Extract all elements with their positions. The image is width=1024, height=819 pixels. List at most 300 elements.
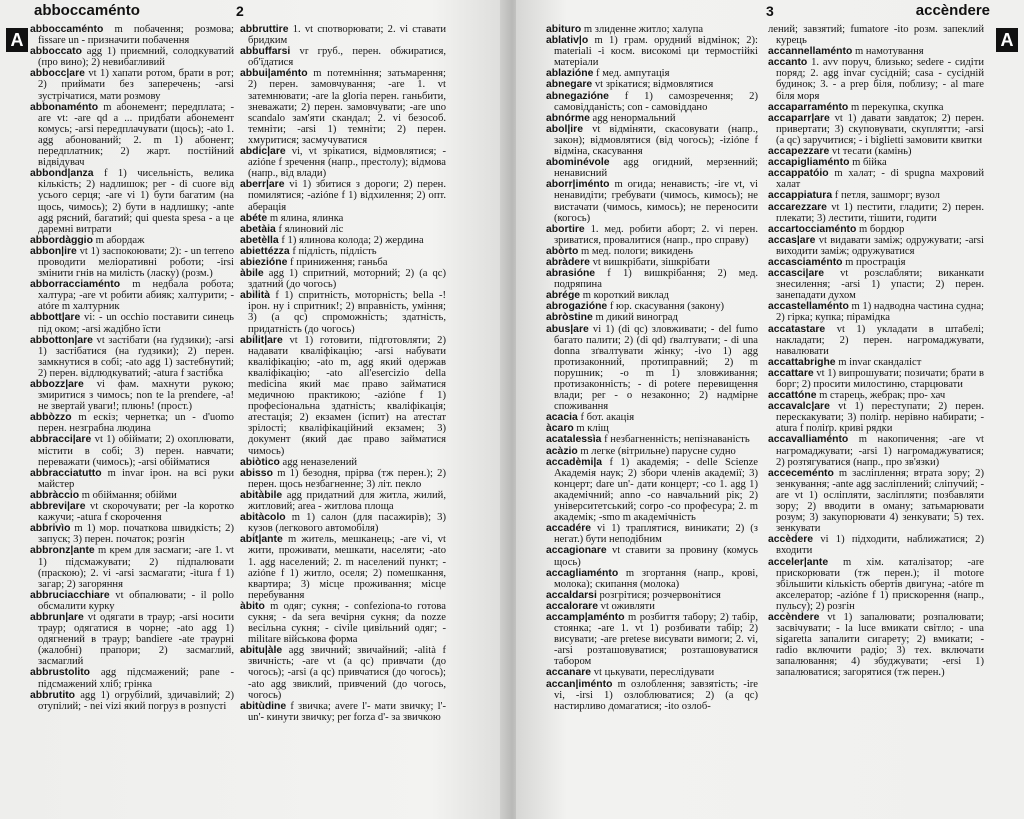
- entry-definition: vt 1) випрошувати; позичати; брати в борг; 2) просити милостиню, старцювати: [776, 367, 984, 390]
- entry-definition: 1. vt спотворювати; 2. vi ставати бридким: [248, 24, 446, 47]
- entry-definition: vr груб., перен. обжиратися, об'їдатися: [248, 46, 446, 69]
- entry-headword: accaldarsi: [546, 589, 597, 601]
- entry-definition: розгрітися; розчервонітися: [599, 589, 721, 601]
- entry-definition: m обіймання; обійми: [81, 489, 177, 501]
- entry-definition: f петля, зашморг; вузол: [834, 190, 940, 202]
- entry-headword: accadèmi|a: [546, 456, 603, 468]
- entry-headword: àbile: [240, 268, 264, 280]
- entry-headword: abit|ante: [240, 534, 283, 546]
- entry-headword: accappatóio: [768, 168, 829, 180]
- dictionary-entry: [30, 46, 234, 68]
- dictionary-entry: [768, 168, 984, 190]
- dictionary-entry: [546, 545, 758, 567]
- entry-headword: abetèlla: [240, 234, 279, 246]
- entry-headword: accanare: [546, 667, 592, 679]
- dictionary-entry: [546, 412, 758, 423]
- entry-definition: m короткий виклад: [582, 290, 669, 302]
- entry-headword: accan|iménto: [546, 678, 613, 690]
- entry-headword: accarezzare: [768, 201, 827, 213]
- entry-definition: m 1) мор. початкова швидкість; 2) запуск; 3) перен. початок; розгін: [38, 523, 234, 546]
- dictionary-entry: [546, 523, 758, 545]
- dictionary-entry: [240, 512, 446, 534]
- dictionary-entry: [546, 301, 758, 312]
- entry-headword: abbòzzo: [30, 412, 72, 424]
- entry-definition: f 1) чисельність, велика кількість; 2) надлишок; per - di cuore від усього серця; -are vi 1) бути багатим (на щось, чимось); 2) бути в надлишку; -ante agg рясний, багатий; qui questa spesa - а це даремні витрати: [38, 168, 234, 235]
- dictionary-entry: [546, 268, 758, 290]
- entry-definition: vt 1) укладати в штабелі; накладати; 2) перен. нагромаджувати, навалювати: [776, 323, 984, 357]
- entry-definition: agg звичний; звичайний; -alità f звичність; -are vt (a qc) привчати (до чогось); -arsi (a qc) привчатися (до чогось); -ato agg звиклий, привчений (до чогось, чогось): [248, 645, 446, 701]
- entry-definition: vt оживляти: [600, 600, 655, 612]
- dictionary-entry: [546, 446, 758, 457]
- dictionary-entry: [240, 68, 446, 146]
- dictionary-entry: [30, 468, 234, 490]
- dictionary-entry: [546, 35, 758, 68]
- dictionary-entry: [30, 235, 234, 246]
- entry-definition: m прострація: [845, 256, 906, 268]
- entry-headword: abrasióne: [546, 268, 596, 280]
- dictionary-entry: [240, 179, 446, 212]
- entry-definition: m потемніння; затьмарення; 2) перен. замовчування; -are 1. vt затемнювати; -are la gloria перен. ганьбити, зневажати; 2) перен. замовчувати; -are uno scandalo зам'яти скандал; 2. vi безособ. темніти; -arsi 1) темніти; 2) перен. хмуритися; засмучуватися: [248, 68, 446, 146]
- dictionary-entry: [30, 68, 234, 101]
- entry-headword: accamp|aménto: [546, 611, 625, 623]
- entry-definition: m абонемент; передплата; -are vt: -are qd a ... придбати абонемент комусь; -arsi передплачувати (щось); -ato 1. agg абонований; 2. m 1) абонент; передплатник; 2) жарт. постійний відвідувач: [38, 101, 234, 169]
- entry-headword: abboccaménto: [30, 24, 104, 35]
- entry-headword: abbui|aménto: [240, 68, 308, 80]
- dictionary-entry: [546, 113, 758, 124]
- dictionary-entry: [546, 457, 758, 524]
- entry-headword: accaparr|are: [768, 112, 830, 124]
- left-column-1: [30, 24, 234, 799]
- entry-definition: vt 1) готовити, підготовляти; 2) надавати кваліфікацію; -arsi набувати кваліфікацію; -ato m, agg який одержав кваліфікацію; -ato all'esercizio della medicina який має право займатися медичною практикою; -azióne f 1) професіональна здатність; кваліфікація; атестація; 2) екзамен (іспит) на атестат зрілості; кваліфікаційний екзамен; 3) документ (який дає право займатися чимось): [248, 334, 446, 457]
- dictionary-entry: [546, 79, 758, 90]
- dictionary-entry: [30, 501, 234, 523]
- entry-headword: abbonaménto: [30, 101, 99, 113]
- entry-definition: m 1) грам. орудний відмінок; 2): materiali -i косм. високомі ци термостійкі матеріали: [554, 35, 758, 69]
- entry-definition: vi 1) (di qc) зловживати; - del fumo багато палити; 2) (di qd) ґвалтувати; - di una donna зґвалтувати жінку; -ivo 1) agg протизаконний, протиправний; 2) m порушник; -o m 1) зловживання; протизаконність; - di potere перевищення влади; per - o незаконно; 2) надмірне споживання: [554, 323, 758, 413]
- dictionary-entry: [768, 401, 984, 434]
- entry-definition: m бордюр: [859, 223, 905, 235]
- dictionary-entry: [240, 335, 446, 457]
- dictionary-entry: [30, 246, 234, 279]
- entry-definition: m накопичення; -are vt нагромаджувати; -arsi 1) нагромаджуватися; 2) розтягуватися (напр., про зв'язки): [776, 434, 984, 468]
- dictionary-entry: [546, 434, 758, 445]
- entry-headword: abbrutito: [30, 689, 76, 701]
- entry-headword: àcaro: [546, 423, 574, 435]
- entry-definition: m легке (вітрильне) парусне судно: [580, 445, 736, 457]
- dictionary-entry: [768, 557, 984, 612]
- entry-definition: m халат; - di spugna махровий халат: [776, 168, 984, 191]
- entry-definition: vt скорочувати; per -la коротко кажучи; -atura f скорочення: [38, 501, 234, 524]
- entry-headword: accagionare: [546, 545, 607, 557]
- dictionary-entry: [768, 468, 984, 535]
- dictionary-entry: [768, 612, 984, 679]
- dictionary-entry: [546, 324, 758, 413]
- dictionary-entry: [546, 246, 758, 257]
- entry-definition: m озлоблення; завзятість; -ire vi, -irsi 1) озлоблюватися; 2) (a qc) настирливо домагатися; -ito озлоб-: [554, 678, 758, 712]
- entry-definition: m хім. каталізатор; -are прискорювати (тж перен.); il motore збільшити кількість обертів двигуна; -atóre m акселератор; -azióne f 1) прискорення (напр., пульсу); 2) розгін: [776, 556, 984, 612]
- entry-definition: vt 1) пестити, гладити; 2) перен. плекати; 3) лестити, тішити, годити: [776, 201, 984, 224]
- entry-definition: vt застібати (на ґудзики); -arsi 1) застібатися (на ґудзики); 2) перен. замкнутися в собі; -ato agg 1) застебнутий; 2) перен. відлюдкуватий; -atura f застібка: [38, 334, 234, 379]
- dictionary-entry: [240, 645, 446, 700]
- entry-headword: accasci|are: [768, 268, 825, 280]
- left-header-word: abboccaménto: [34, 2, 140, 19]
- entry-definition: vt цькувати, переслідувати: [593, 667, 715, 679]
- dictionary-entry: [240, 24, 446, 46]
- dictionary-entry: [768, 202, 984, 224]
- entry-headword: aberr|are: [240, 179, 285, 191]
- dictionary-entry: [30, 545, 234, 589]
- entry-definition: m мед. пологи; викидень: [580, 245, 693, 257]
- entry-definition: m invar скандаліст: [838, 356, 922, 368]
- dictionary-entry: [546, 124, 758, 157]
- dictionary-entry: [240, 457, 446, 468]
- entry-headword: abnegare: [546, 79, 593, 91]
- entry-definition: agg підсмажений; pane - підсмажений хліб; грінка: [38, 667, 234, 690]
- entry-definition: m одяг; сукня; - confeziona-to готова сукня; - da sera вечірня сукня; da nozze весільна сукня; - civile цивільний одяг; - militare військова форма: [248, 600, 446, 646]
- dictionary-entry: [30, 379, 234, 412]
- entry-headword: abbronz|ante: [30, 545, 95, 557]
- entry-headword: ablativ|o: [546, 35, 589, 47]
- entry-headword: accannellaménto: [768, 46, 853, 58]
- entry-definition: vt зрікатися; відмовлятися: [594, 79, 714, 91]
- dictionary-entry: [240, 601, 446, 645]
- dictionary-entry: [546, 612, 758, 667]
- entry-headword: abbrevi|are: [30, 501, 86, 513]
- entry-headword: ablazióne: [546, 68, 594, 80]
- entry-headword: abòrto: [546, 245, 579, 257]
- entry-definition: vt 1) обіймати; 2) охоплювати, містити в собі; 3) перен. навчати; переважати (чимось); -arsi обійматися: [38, 434, 234, 468]
- entry-definition: vi 1) підходити, наближатися; 2) входити: [776, 534, 984, 557]
- dictionary-entry: [30, 667, 234, 689]
- entry-definition: f підлість, підлість: [292, 245, 377, 257]
- entry-definition: f звичка; avere l'- мати звичку; l'- un'- кинути звичку; per forza d'- за звичкою: [248, 700, 446, 723]
- dictionary-entry: [768, 390, 984, 401]
- entry-headword: abnórme: [546, 112, 590, 124]
- entry-definition: agg 1) приємний, солодкуватий (про вино); 2) невибагливий: [38, 46, 234, 69]
- right-page: [516, 0, 1024, 819]
- entry-definition: vt 1) заспокоювати; 2): - un terreno проводити меліоративні роботи; -irsi змінити гнів на милість (ласку) (розм.): [38, 245, 234, 280]
- entry-headword: abéte: [240, 212, 268, 224]
- dictionary-entry: [546, 290, 758, 301]
- dictionary-entry: [546, 91, 758, 113]
- entry-headword: abitùdine: [240, 700, 287, 712]
- entry-headword: abetàia: [240, 223, 276, 235]
- left-page-number: 2: [236, 3, 244, 19]
- entry-definition: f 1) вишкрібання; 2) мед. подряпина: [554, 268, 758, 291]
- dictionary-entry: [240, 490, 446, 512]
- entry-headword: accèdere: [768, 534, 814, 546]
- entry-definition: m намотування: [854, 46, 924, 58]
- entry-headword: abbond|anza: [30, 168, 94, 180]
- dictionary-entry: [240, 468, 446, 490]
- dictionary-entry: [768, 113, 984, 146]
- entry-definition: agg неназелений: [282, 456, 358, 468]
- dictionary-entry: [240, 224, 446, 235]
- dictionary-entry: [768, 235, 984, 257]
- dictionary-entry: [546, 601, 758, 612]
- dictionary-entry: [240, 257, 446, 268]
- dictionary-entry: [30, 412, 234, 434]
- entry-headword: accatastare: [768, 323, 826, 335]
- dictionary-entry: [240, 268, 446, 290]
- entry-headword: abbracciatutto: [30, 467, 102, 479]
- dictionary-entry: [768, 368, 984, 390]
- entry-headword: accadére: [546, 523, 592, 535]
- dictionary-entry: [546, 312, 758, 323]
- dictionary-entry: [30, 434, 234, 467]
- dictionary-entry: [768, 434, 984, 467]
- entry-headword: abiettézza: [240, 245, 290, 257]
- entry-definition: vt 1) запалювати; розпалювати; засвічувати; - la luce вмикати світло; - una sigaretta запалити сигарету; 2) вмикати; - radio включити радіо; 3) тех. включати запалювання; 4) збуджувати; -ersi 1) запалюватися; загорятися (тж перен.): [776, 611, 984, 679]
- entry-headword: abdic|are: [240, 146, 286, 158]
- entry-headword: acacia: [546, 412, 578, 424]
- entry-headword: accappiatura: [768, 190, 833, 202]
- entry-headword: accattabrighe: [768, 356, 836, 368]
- entry-definition: m 1) салон (для пасажирів); 3) кузов (легкового автомобіля): [248, 512, 446, 535]
- dictionary-entry: [768, 324, 984, 357]
- entry-definition: m 1) безодня, прірва (тж перен.); 2) перен. щось незбагненне; 3) літ. пекло: [248, 467, 446, 490]
- dictionary-entry: [30, 168, 234, 235]
- entry-headword: accattóne: [768, 390, 817, 402]
- right-column-1: [546, 24, 758, 799]
- entry-headword: abbuffarsi: [240, 46, 291, 58]
- entry-definition: m кліщ: [576, 423, 609, 435]
- dictionary-entry: [240, 213, 446, 224]
- entry-definition: 1. мед. робити аборт; 2. vi перен. зриватися, провалитися (напр., про справу): [554, 223, 758, 246]
- entry-headword: abortire: [546, 223, 585, 235]
- entry-definition: m недбала робота; халтура; -are vt робити абияк; халтурити; -atóre m халтурник: [38, 279, 234, 313]
- entry-definition: vi 1) збитися з дороги; 2) перен. помилятися; -azióne f 1) відхилення; 2) опт. аберація: [248, 179, 446, 213]
- entry-headword: accèndere: [768, 611, 820, 623]
- dictionary-entry: [546, 157, 758, 179]
- entry-headword: abbruttire: [240, 24, 289, 35]
- entry-definition: m 1) надводна частина судна; 2) гірка; купка; пірамідка: [776, 301, 984, 324]
- dictionary-entry: [768, 268, 984, 301]
- entry-definition: vt ставити за провину (комусь щось): [554, 545, 758, 568]
- dictionary-entry: [768, 146, 984, 157]
- entry-definition: 1. avv поруч, близько; sedere - сидіти поряд; 2. agg invar сусідній; casa - сусідній будинок; 3. - a prep біля, поблизу; - al mare біля моря: [776, 57, 984, 102]
- dictionary-entry: [240, 146, 446, 179]
- entry-definition: vi фам. махнути рукою; змиритися з чимось; non te la prendere, -a! не звертай уваги!; плюнь! (прост.): [38, 379, 234, 413]
- dictionary-entry: [30, 490, 234, 501]
- entry-definition: vt 1) давати завдаток; 2) перен. привертати; 3) скуповувати, скуплятти; -arsi (a qc) заручитися; - i biglietti замовити квитки: [776, 112, 984, 146]
- entry-definition: vt відміняти, скасовувати (напр., закон); відмовлятися (від чогось); -izióne f відміна, скасування: [554, 123, 758, 158]
- entry-definition: vt 1) переступати; 2) перен. перескакувати; 3) поліґр. нерівно набирати; -atura f поліґр. криві рядки: [776, 401, 984, 435]
- entry-headword: accavalliaménto: [768, 434, 849, 446]
- dictionary-entry: [768, 190, 984, 201]
- entry-headword: accas|are: [768, 234, 816, 246]
- dictionary-entry: [546, 679, 758, 712]
- right-header-word: accèndere: [915, 2, 990, 19]
- entry-headword: accapigliaménto: [768, 157, 850, 169]
- entry-definition: m бійка: [852, 157, 887, 169]
- dictionary-entry: [240, 701, 446, 723]
- entry-definition: vt розслабляти; виканкати знесилення; -arsi 1) упасти; 2) перен. занепадати духом: [776, 268, 984, 302]
- entry-definition: f 1) академія; - delle Scienze Академія наук; 2) збори членів академії; 3) концерт; dare un'- дати концерт; -co 1. agg 1) академічний; anno -co навчальний рік; 2) університетський; corpo -co професура; 2. m академік; -smo m академічність: [554, 456, 758, 524]
- entry-definition: vt одягати в траур; -arsi носити траур; одягатися в чорне; -ato agg 1) одягнений в траур; bandiere -ate траурні (жалобні) прапори; 2) засмаглий, засмаглий: [38, 611, 234, 668]
- entry-definition: m засліплення; втрата зору; 2) зенкування; -ante agg засліплений; сліпучий; -are vt 1) осліпляти, засліпляти; позбавляти зору; 2) вводити в оману; затьмарювати розум; 3) закупорювати 4) зенкувати; 5) тех. зенкувати: [776, 467, 984, 535]
- dictionary-entry: [240, 290, 446, 334]
- entry-headword: accaparraménto: [768, 101, 849, 113]
- dictionary-entry: [30, 102, 234, 169]
- entry-definition: f мед. ампутація: [596, 68, 670, 80]
- letter-tab-left: A: [6, 28, 28, 52]
- entry-definition: m дикий виноград: [595, 312, 678, 324]
- entry-headword: acceceménto: [768, 467, 834, 479]
- entry-definition: m побачення; розмова; fissare un - призначити побачення: [38, 24, 234, 47]
- entry-headword: accastellaménto: [768, 301, 849, 313]
- dictionary-entry: [768, 102, 984, 113]
- entry-definition: vi, vt зрікатися, відмовлятися; -azióne f зречення (напр., престолу); відмова (напр., від влади): [248, 146, 446, 180]
- entry-definition: m розбиття табору; 2) табір, стоянка; -are 1. vt 1) розбивати табір; 2) висувати; -are pretese висувати вимоги; 2. vi, -arsi розташовуватися; розташовуватися табором: [554, 611, 758, 668]
- dictionary-entry: [768, 46, 984, 57]
- dictionary-entry: [768, 357, 984, 368]
- dictionary-entry: [768, 224, 984, 235]
- left-column-2: [240, 24, 446, 799]
- right-column-2: [768, 24, 984, 799]
- entry-definition: f незбагненність; непізнаваність: [604, 434, 750, 446]
- left-page: [0, 0, 508, 819]
- entry-definition: f приниження; ганьба: [290, 256, 388, 268]
- entry-headword: abbrun|are: [30, 611, 84, 623]
- dictionary-entry: [768, 57, 984, 101]
- entry-definition: лений; завзятий; fumatore -ito розм. запеклий курець: [768, 24, 984, 47]
- entry-headword: àbito: [240, 600, 265, 612]
- dictionary-entry: [768, 24, 984, 46]
- entry-definition: vt тесати (камінь): [831, 146, 912, 158]
- dictionary-entry: [546, 179, 758, 223]
- entry-definition: agg ненормальний: [592, 112, 676, 124]
- entry-definition: vi 1) траплятися, виникати; 2) (з негат.) бути неподібним: [554, 523, 758, 546]
- entry-definition: m invar ірон. на всі руки майстер: [38, 467, 234, 490]
- entry-definition: vt 1) хапати ротом, брати в рот; 2) приймати без заперечень; -arsi зустрічатися, мати розмову: [38, 68, 234, 102]
- dictionary-entry: [30, 523, 234, 545]
- entry-headword: abbruciacchiare: [30, 589, 110, 601]
- entry-definition: m абордаж: [95, 234, 145, 246]
- entry-headword: accartocciaménto: [768, 223, 857, 235]
- entry-headword: abominévole: [546, 157, 610, 169]
- entry-definition: agg огидний, мерзенний; ненависний: [554, 157, 758, 180]
- entry-headword: abbott|are: [30, 312, 81, 324]
- entry-definition: f 1) ялинова колода; 2) жердина: [281, 234, 424, 246]
- entry-definition: agg 1) спритний, моторний; 2) (a qc) здатний (до чогось): [248, 268, 446, 291]
- entry-headword: abbràccio: [30, 489, 80, 501]
- entry-headword: abitu|àle: [240, 645, 283, 657]
- entry-definition: vi: - un occhio поставити синець під оком; -arsi жадібно їсти: [38, 312, 234, 335]
- entry-headword: abbotton|are: [30, 334, 93, 346]
- entry-headword: abilit|are: [240, 334, 283, 346]
- dictionary-entry: [30, 690, 234, 712]
- dictionary-entry: [240, 46, 446, 68]
- dictionary-entry: [546, 667, 758, 678]
- entry-headword: abbon|ire: [30, 245, 77, 257]
- dictionary-entry: [30, 312, 234, 334]
- entry-definition: m перекупка, скупка: [850, 101, 944, 113]
- entry-headword: accalorare: [546, 600, 598, 612]
- entry-headword: abilità: [240, 290, 271, 302]
- entry-headword: abbracci|are: [30, 434, 92, 446]
- dictionary-entry: [30, 335, 234, 379]
- entry-headword: abbrustolito: [30, 667, 91, 679]
- entry-headword: abborracciaménto: [30, 279, 121, 291]
- entry-headword: accavalc|are: [768, 401, 830, 413]
- entry-headword: abbozz|are: [30, 379, 84, 390]
- entry-headword: abnegazióne: [546, 90, 609, 102]
- entry-headword: accagliaménto: [546, 567, 619, 579]
- entry-definition: m злиденне житло; халупа: [583, 24, 704, 35]
- entry-headword: abrogazióne: [546, 301, 608, 313]
- entry-headword: acatalessìa: [546, 434, 602, 446]
- dictionary-entry: [546, 568, 758, 590]
- entry-headword: acceler|ante: [768, 556, 829, 568]
- entry-headword: abitàbile: [240, 489, 283, 501]
- letter-tab-right: A: [996, 28, 1018, 52]
- right-page-number: 3: [766, 3, 774, 19]
- dictionary-entry: [768, 257, 984, 268]
- entry-definition: vt обпалювати; - il pollo обсмалити курку: [38, 589, 234, 612]
- dictionary-entry: [546, 257, 758, 268]
- entry-definition: m крем для засмаги; -are 1. vt 1) підсмажувати; 2) підпалювати (праскою); 2. vi -arsi засмагати; -ìtura f 1) загар; 2) загоряння: [38, 545, 234, 590]
- dictionary-entry: [30, 590, 234, 612]
- entry-definition: m ескіз; чернетка; un - d'uomo перен. незграбна людина: [38, 412, 234, 435]
- dictionary-entry: [546, 224, 758, 246]
- entry-headword: abus|are: [546, 323, 589, 335]
- entry-definition: m ялина, ялинка: [269, 212, 344, 224]
- dictionary-entry: [546, 24, 758, 35]
- entry-headword: accanto: [768, 57, 808, 69]
- entry-definition: f 1) самозречення; 2) самовідданість; con - самовіддано: [554, 90, 758, 113]
- entry-headword: accapezzare: [768, 146, 830, 158]
- dictionary-entry: [30, 24, 234, 46]
- dictionary-entry: [240, 246, 446, 257]
- entry-definition: f ялиновий ліс: [278, 223, 344, 235]
- dictionary-entry: [768, 157, 984, 168]
- dictionary-entry: [30, 612, 234, 667]
- entry-headword: abrége: [546, 290, 581, 302]
- entry-definition: m житель, мешканець; -are vi, vt жити, проживати, мешкати, населяти; -ato 1. agg населений; 2. m населений пункт; -azióne f 1) житло, оселя; 2) помешкання, квартира; 3) місце проживання; місце перебування: [248, 534, 446, 601]
- entry-definition: f бот. акація: [580, 412, 635, 424]
- entry-headword: abisso: [240, 467, 273, 479]
- entry-headword: accattare: [768, 367, 814, 379]
- dictionary-entry: [546, 68, 758, 79]
- entry-headword: abiòtico: [240, 456, 280, 468]
- entry-definition: m огида; ненависть; -ire vt, vi ненавидіти; гребувати (чимось, кимось); не вистачати (чимось, кимось); не переносити (когось): [554, 179, 758, 224]
- dictionary-entry: [768, 301, 984, 323]
- dictionary-entry: [240, 235, 446, 246]
- entry-headword: abboccato: [30, 46, 82, 58]
- entry-headword: abbordàggio: [30, 234, 93, 246]
- entry-headword: abitàcolo: [240, 512, 286, 524]
- entry-headword: acàzio: [546, 445, 578, 457]
- entry-headword: abràdere: [546, 256, 590, 268]
- entry-definition: f юр. скасування (закону): [609, 301, 725, 313]
- dictionary-entry: [546, 590, 758, 601]
- entry-definition: m старець, жебрак; про- хач: [819, 390, 946, 402]
- dictionary-entry: [30, 279, 234, 312]
- entry-definition: m згортання (напр., крові, молока); скипання (молока): [554, 567, 758, 590]
- entry-headword: abbrivìo: [30, 523, 71, 535]
- dictionary-entry: [768, 534, 984, 556]
- dictionary-entry: [240, 534, 446, 601]
- entry-headword: abituro: [546, 24, 582, 35]
- entry-headword: abròstine: [546, 312, 593, 324]
- entry-definition: vt вишкрібати, зішкрібати: [592, 256, 710, 268]
- entry-definition: agg придатний для житла, жилий, житловий; area - житлова площа: [248, 489, 446, 513]
- entry-definition: vt видавати заміж; одружувати; -arsi виходити заміж; одружуватися: [776, 234, 984, 257]
- entry-definition: f 1) спритність, моторність; bella -! ірон. ну і спритник!; 2) вправність, уміння; 3) (a qc) спроможність; здатність, придатність (до чогось): [248, 290, 446, 335]
- dictionary-entry: [546, 423, 758, 434]
- entry-headword: abiezióne: [240, 256, 288, 268]
